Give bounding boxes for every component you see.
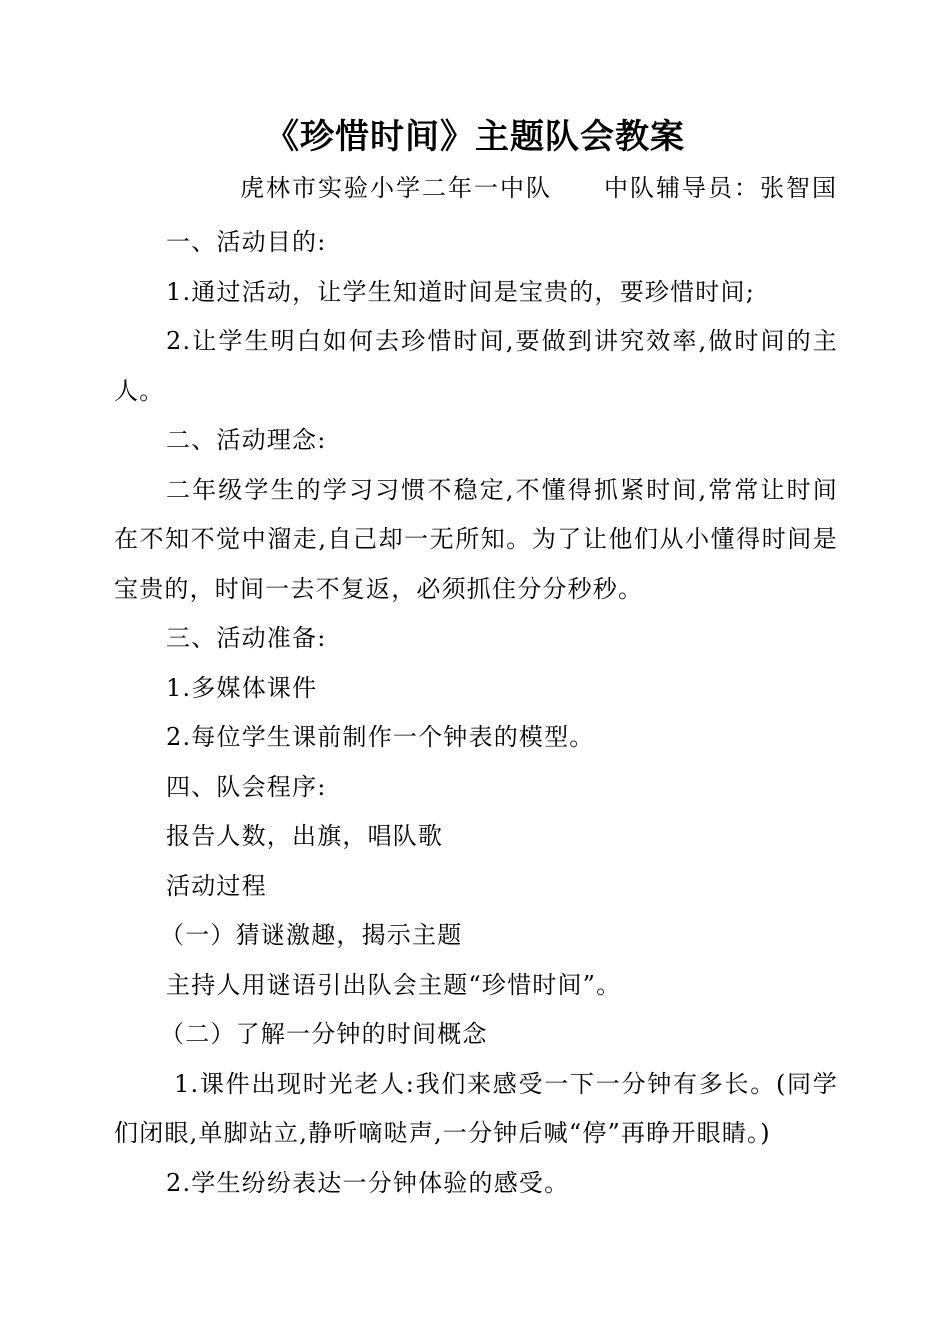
paragraph: 活动过程	[166, 871, 267, 900]
section-heading-4: 四、队会程序:	[166, 772, 327, 801]
page-title: 《珍惜时间》主题队会教案	[265, 117, 685, 157]
subtitle-line	[240, 168, 840, 208]
school-name: 虎林市实验小学二年一中队	[240, 174, 552, 202]
section-heading-2: 二、活动理念:	[166, 426, 327, 454]
paragraph: 2.学生纷纷表达一分钟体验的感受。	[166, 1168, 570, 1197]
paragraph: 1.课件出现时光老人:我们来感受一下一分钟有多长。(同学们闭眼,单脚站立,静听嘀哒声,一分钟后喊“停”再睁开眼睛。)	[114, 1069, 838, 1147]
subsection-heading: （二）了解一分钟的时间概念	[160, 1020, 488, 1048]
counselor-name: 中队辅导员：张智国	[604, 174, 838, 202]
paragraph: 二年级学生的学习习惯不稳定,不懂得抓紧时间,常常让时间在不知不觉中溜走,自己却一无所知。为了让他们从小懂得时间是宝贵的，时间一去不复返，必须抓住分分秒秒。	[114, 475, 838, 603]
paragraph: 1.通过活动，让学生知道时间是宝贵的，要珍惜时间;	[166, 277, 755, 306]
paragraph: 报告人数，出旗，唱队歌	[166, 822, 444, 850]
section-heading-1: 一、活动目的:	[166, 228, 327, 256]
document-body	[114, 218, 838, 1208]
subsection-heading: （一）猜谜激趣，揭示主题	[160, 921, 463, 949]
paragraph: 1.多媒体课件	[166, 673, 318, 702]
paragraph: 2.让学生明白如何去珍惜时间,要做到讲究效率,做时间的主人。	[114, 327, 838, 405]
paragraph: 主持人用谜语引出队会主题“珍惜时间”。	[166, 970, 622, 999]
paragraph: 2.每位学生课前制作一个钟表的模型。	[166, 723, 595, 751]
section-heading-3: 三、活动准备:	[166, 624, 327, 652]
